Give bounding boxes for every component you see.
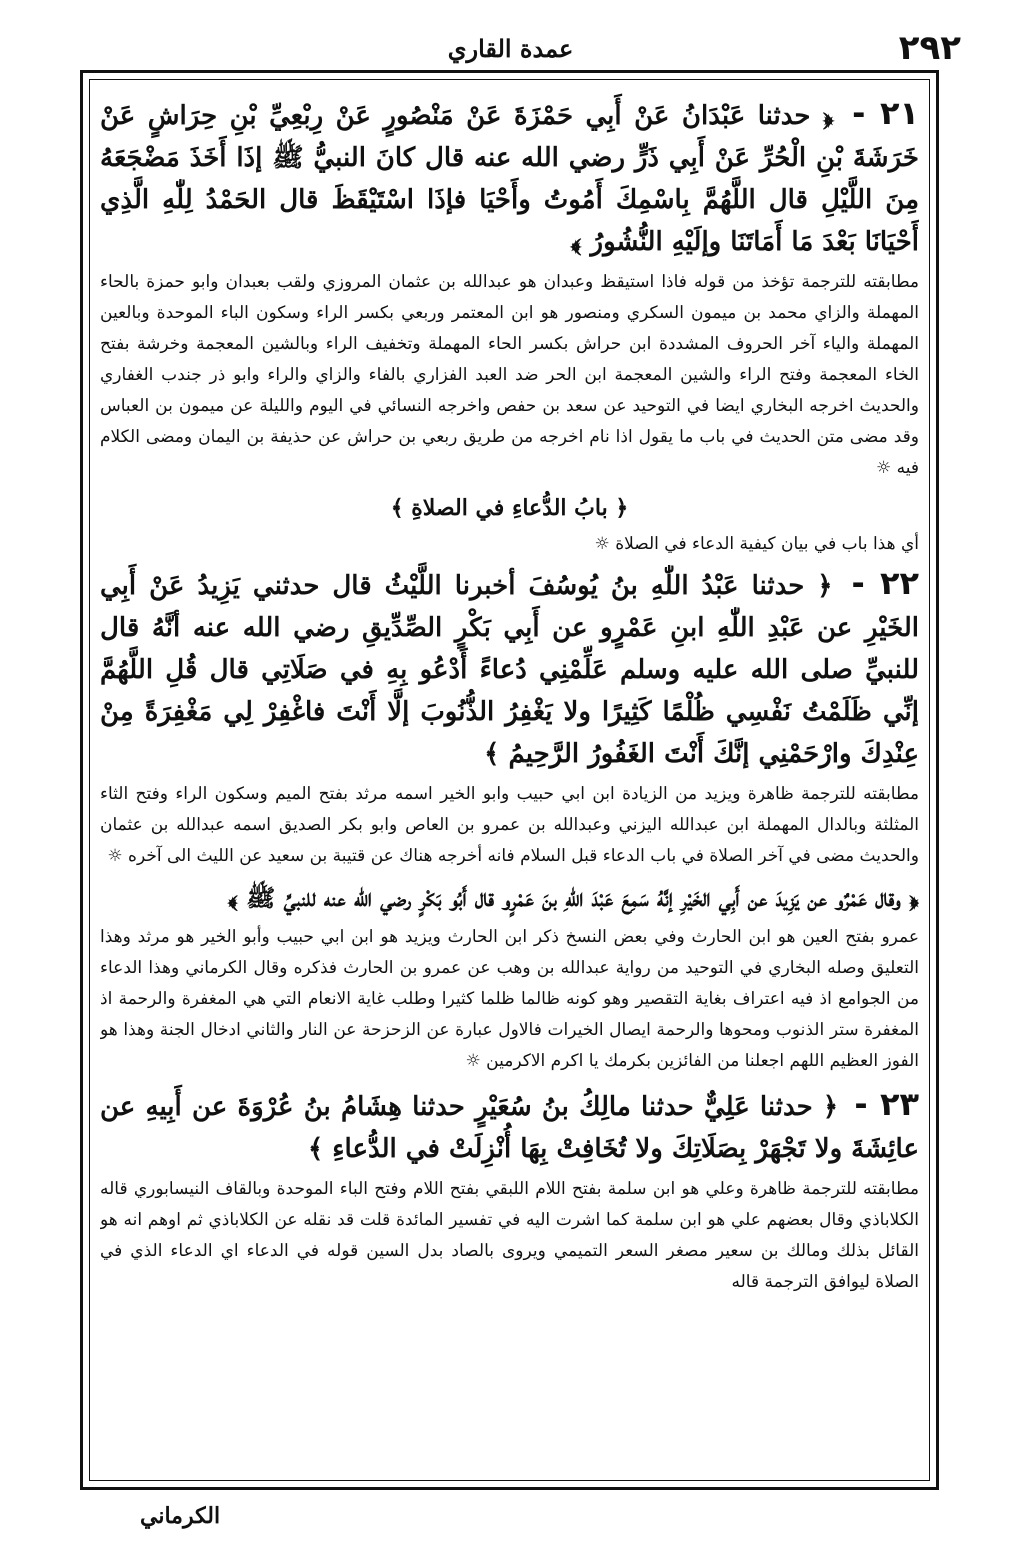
hadith-21 — [100, 92, 919, 263]
hadith-text: ﴿ حدثنا عَبْدُ اللّٰهِ بنُ يُوسُفَ أخبرنا اللَّيْثُ قال حدثني يَزِيدُ عَنْ أَبِي الخَيْرِ عن عَبْدِ اللّٰهِ ابنِ عَمْرٍو عن أَبِي بَكْرٍ الصِّدِّيقِ رضي الله عنه أنَّهُ قال للنبيِّ صلى الله عليه وسلم عَلِّمْنِي دُعاءً أَدْعُو بِهِ في صَلَاتِي قال قُلِ اللَّهُمَّ إنِّي ظَلَمْتُ نَفْسِي ظُلْمًا كَثِيرًا ولا يَغْفِرُ الذُّنُوبَ إلَّا أَنْتَ فاغْفِرْ لِي مَغْفِرَةً مِنْ عِنْدِكَ وارْحَمْنِي إنَّكَ أَنْتَ الغَفُورُ الرَّحِيمُ ﴾ — [100, 571, 919, 769]
page-content — [100, 88, 919, 1472]
commentary-23: مطابقته للترجمة ظاهرة وعلي هو ابن سلمة بفتح اللام اللبقي بفتح اللام وفتح الباء الموحدة وبالقاف النيسابوري قاله الكلاباذي وقال بعضهم علي هو ابن سلمة كما اشرت اليه في تفسير المائدة قلت قد نقله عن الكلاباذي ثم اوهم انه هو القائل بذلك ومالك بن سعير مصغر السعر التميمي ويروى بالصاد بدل السين قوله في الدعاء اي الدعاء الذي في الصلاة ليوافق الترجمة قاله — [100, 1179, 919, 1292]
hadith-number: ٢٢ - — [851, 564, 919, 602]
hadith-22 — [100, 562, 919, 775]
page-number: ٢٩٢ — [898, 28, 961, 68]
hadith-text: ﴿ حدثنا عَبْدَانُ عَنْ أَبِي حَمْزَةَ عَنْ مَنْصُورٍ عَنْ رِبْعِيِّ بْنِ حِرَاشٍ عَنْ خَرَشَةَ بْنِ الْحُرِّ عَنْ أَبِي ذَرٍّ رضي الله عنه قال كانَ النبيُّ ﷺ إذَا أَخَذَ مَضْجَعَهُ مِنَ اللَّيْلِ قال اللَّهُمَّ بِاسْمِكَ أَمُوتُ وأَحْيَا فإذَا اسْتَيْقَظَ قال الحَمْدُ لِلّٰهِ الَّذِي أَحْيَانَا بَعْدَ مَا أَمَاتَنَا وإلَيْهِ النُّشُورُ ﴾ — [100, 101, 919, 257]
hadith-text: ﴿ حدثنا عَلِيٌّ حدثنا مالِكُ بنُ سُعَيْرٍ حدثنا هِشَامُ بنُ عُرْوَةَ عن أَبِيهِ عن عائِشَةَ ولا تَجْهَرْ بِصَلَاتِكَ ولا تُخَافِتْ بِهَا أُنْزِلَتْ في الدُّعاءِ ﴾ — [100, 1092, 919, 1164]
commentary-22: مطابقته للترجمة ظاهرة ويزيد من الزيادة ابن ابي حبيب وابو الخير اسمه مرثد بفتح الميم وسكون الراء وفتح الثاء المثلثة وبالدال المهملة ابن عبدالله اليزني وعبدالله بن عمرو بن العاص وابو بكر الصديق اسمه عبدالله بن عثمان والحديث مضى في آخر الصلاة في باب الدعاء قبل السلام فانه أخرجه هناك عن قتيبة بن سعيد عن الليث الى آخره ☼ — [100, 784, 919, 866]
page-frame — [80, 70, 939, 1490]
commentary-taliq: عمرو بفتح العين هو ابن الحارث وفي بعض النسخ ذكر ابن الحارث ويزيد هو ابن ابي حبيب وأبو الخير هو مرثد وهذا التعليق وصله البخاري في التوحيد من رواية عبدالله بن وهب عن عمرو بن الحارث فذكره وقال الكرماني وهذا الدعاء من الجوامع اذ فيه اعتراف بغاية التقصير وهو كونه ظالما ظلما كثيرا وطلب غاية الانعام التي هي المغفرة والرحمة اذ المغفرة ستر الذنوب ومحوها والرحمة ايصال الخيرات فالاول عبارة عن الزحزحة عن النار والثاني ادخال الجنة وهذا هو الفوز العظيم اللهم اجعلنا من الفائزين بكرمك يا اكرم الاكرمين ☼ — [100, 927, 919, 1071]
footer-catchword: الكرماني — [140, 1503, 221, 1529]
page-frame-inner — [89, 79, 930, 1481]
hadith-number: ٢٣ - — [854, 1085, 919, 1123]
hadith-number: ٢١ - — [852, 94, 919, 132]
chapter-title: ﴿ بابُ الدُّعاءِ في الصلاةِ ﴾ — [390, 495, 629, 521]
commentary-21: مطابقته للترجمة تؤخذ من قوله فاذا استيقظ وعبدان هو عبدالله بن عثمان المروزي ولقب بعبدان وابو حمزة بالحاء المهملة والزاي محمد بن ميمون السكري ومنصور هو ابن المعتمر وربعي بكسر الراء وسكون الباء الموحدة وبالعين المهملة والياء آخر الحروف المشددة ابن حراش بكسر الحاء المهملة وتخفيف الراء وبالشين المعجمة وخرشة بفتح الخاء المعجمة وفتح الراء والشين المعجمة ابن الحر ضد العبد الفزاري بالفاء والزاي والراء وابو ذر جندب الغفاري والحديث اخرجه البخاري ايضا في التوحيد عن سعد بن حفص واخرجه النسائي في اليوم والليلة عن ميمون بن العباس وقد مضى متن الحديث في باب ما يقول اذا نام اخرجه من طريق ربعي بن حراش عن حذيفة بن اليمان ومضى الكلام فيه ☼ — [100, 272, 919, 478]
hadith-23 — [100, 1083, 919, 1170]
taliq-text: ﴿ وقال عَمْرٌو عن يَزِيدَ عن أَبِي الخَيْرِ إنَّهُ سَمِعَ عَبْدَ اللّٰهِ بنَ عَمْرٍو قال أَبُو بَكْرٍ رضي الله عنه للنبيِّ ﷺ ﴾ — [228, 883, 919, 912]
chapter-intro: أي هذا باب في بيان كيفية الدعاء في الصلاة ☼ — [594, 534, 919, 554]
running-title: عمدة القاري — [447, 34, 574, 63]
